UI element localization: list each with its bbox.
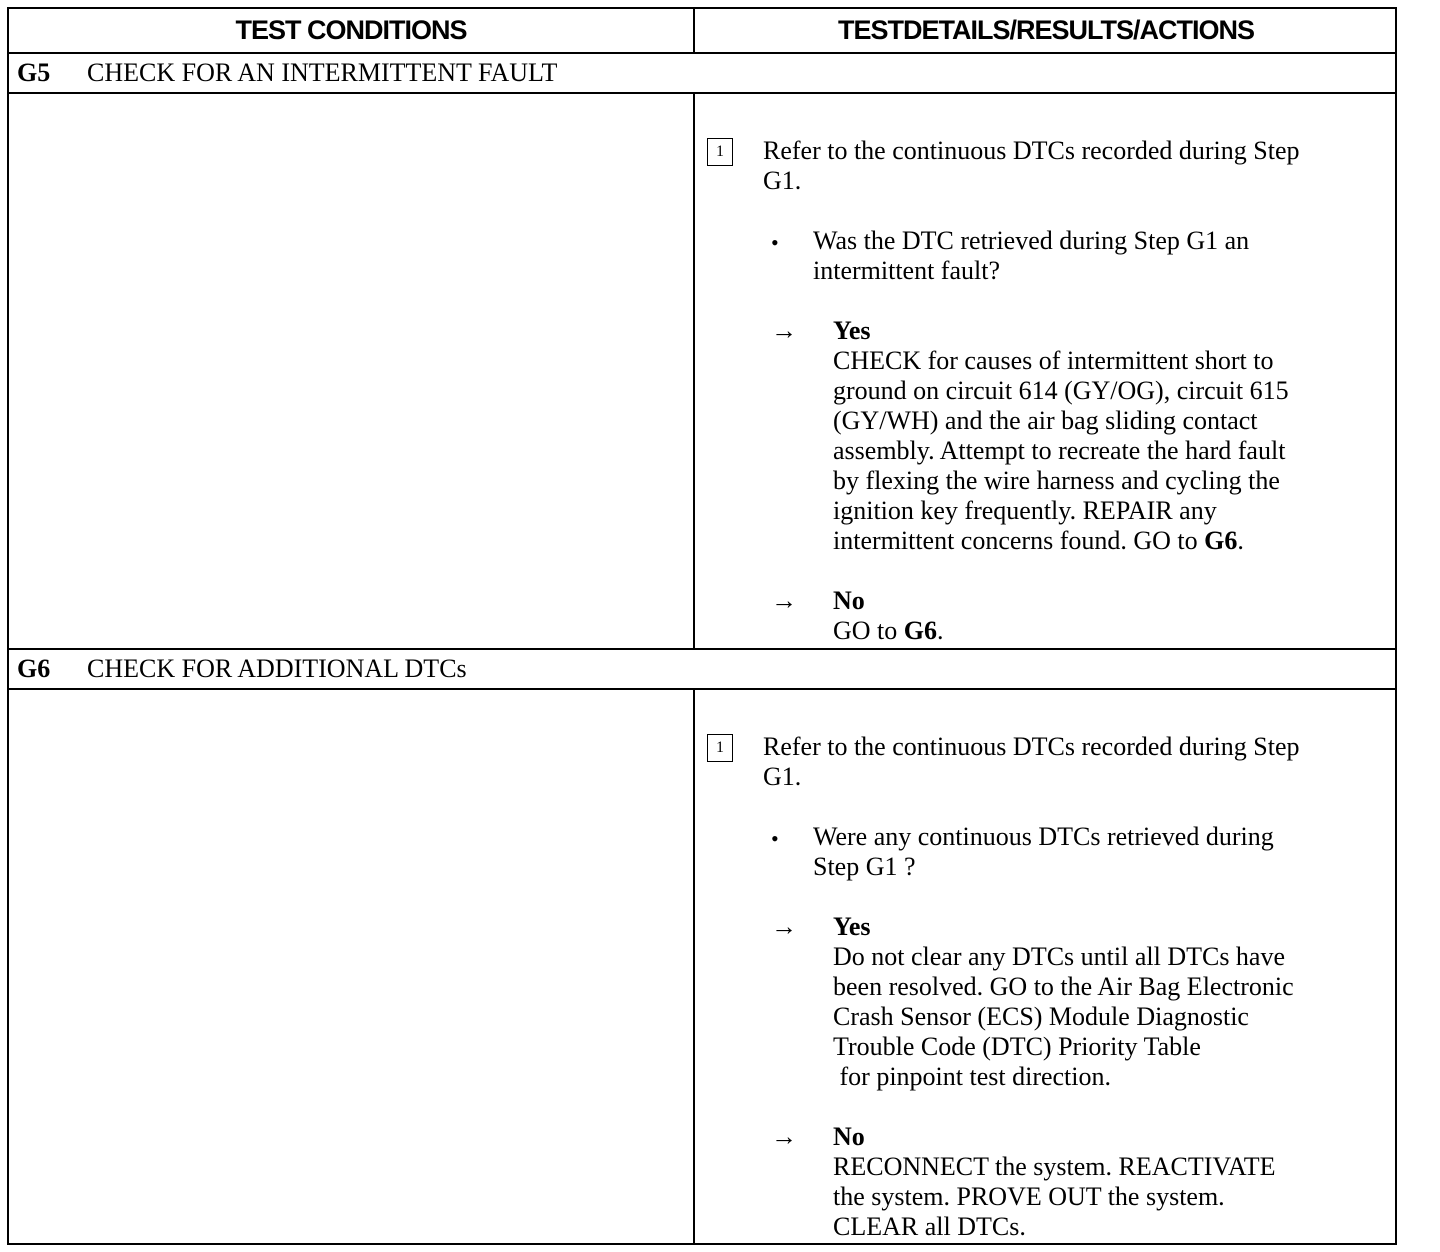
question-text: Were any continuous DTCs retrieved during Step G1 ? [813,822,1274,881]
instruction-text: Refer to the continuous DTCs recorded during Step G1. [763,136,1300,195]
step-code: G5 [17,58,51,87]
arrow-icon: → [771,1122,797,1151]
bullet-icon: • [771,826,779,851]
yes-label: Yes [833,316,871,345]
bullet-icon: • [771,230,779,255]
no-label: No [833,586,865,615]
yes-result: Yes Do not clear any DTCs until all DTCs have been resolved. GO to the Air Bag Electronic Crash Sensor (ECS) Module Diagnostic Trouble Code (DTC) Priority Table for pinpoint test direction. [833,912,1294,1091]
goto-link: G6 [903,616,938,645]
no-result: No RECONNECT the system. REACTIVATE the system. PROVE OUT the system. CLEAR all DTCs. [833,1122,1276,1241]
substep-number-box: 1 [707,138,733,166]
step-g5-title-row [9,52,1395,94]
yes-result: Yes CHECK for causes of intermittent short to ground on circuit 614 (GY/OG), circuit 615 (GY/WH) and the air bag sliding contact assembly. Attempt to recreate the hard fault by flexing the wire harness and cycling the ignition key frequently. REPAIR any intermittent concerns found. GO to G6. [833,316,1289,555]
arrow-icon: → [771,586,797,615]
substep-number-box: 1 [707,734,733,762]
no-label: No [833,1122,865,1151]
no-result: No GO to G6. [833,586,944,645]
arrow-icon: → [771,912,797,941]
arrow-icon: → [771,316,797,345]
step-g6-title-row [9,648,1395,690]
step-g5-details [695,94,1395,648]
header-test-details: TESTDETAILS/RESULTS/ACTIONS [837,15,1254,45]
step-title: CHECK FOR AN INTERMITTENT FAULT [87,58,558,87]
header-test-conditions: TEST CONDITIONS [9,9,695,52]
instruction-text: Refer to the continuous DTCs recorded during Step G1. [763,732,1300,791]
yes-label: Yes [833,912,871,941]
question-text: Was the DTC retrieved during Step G1 an intermittent fault? [813,226,1250,285]
test-table [7,7,1397,1245]
step-title: CHECK FOR ADDITIONAL DTCs [87,654,467,683]
step-code: G6 [17,654,51,683]
step-g6-details [695,690,1395,1243]
goto-link: G6 [1204,526,1238,555]
